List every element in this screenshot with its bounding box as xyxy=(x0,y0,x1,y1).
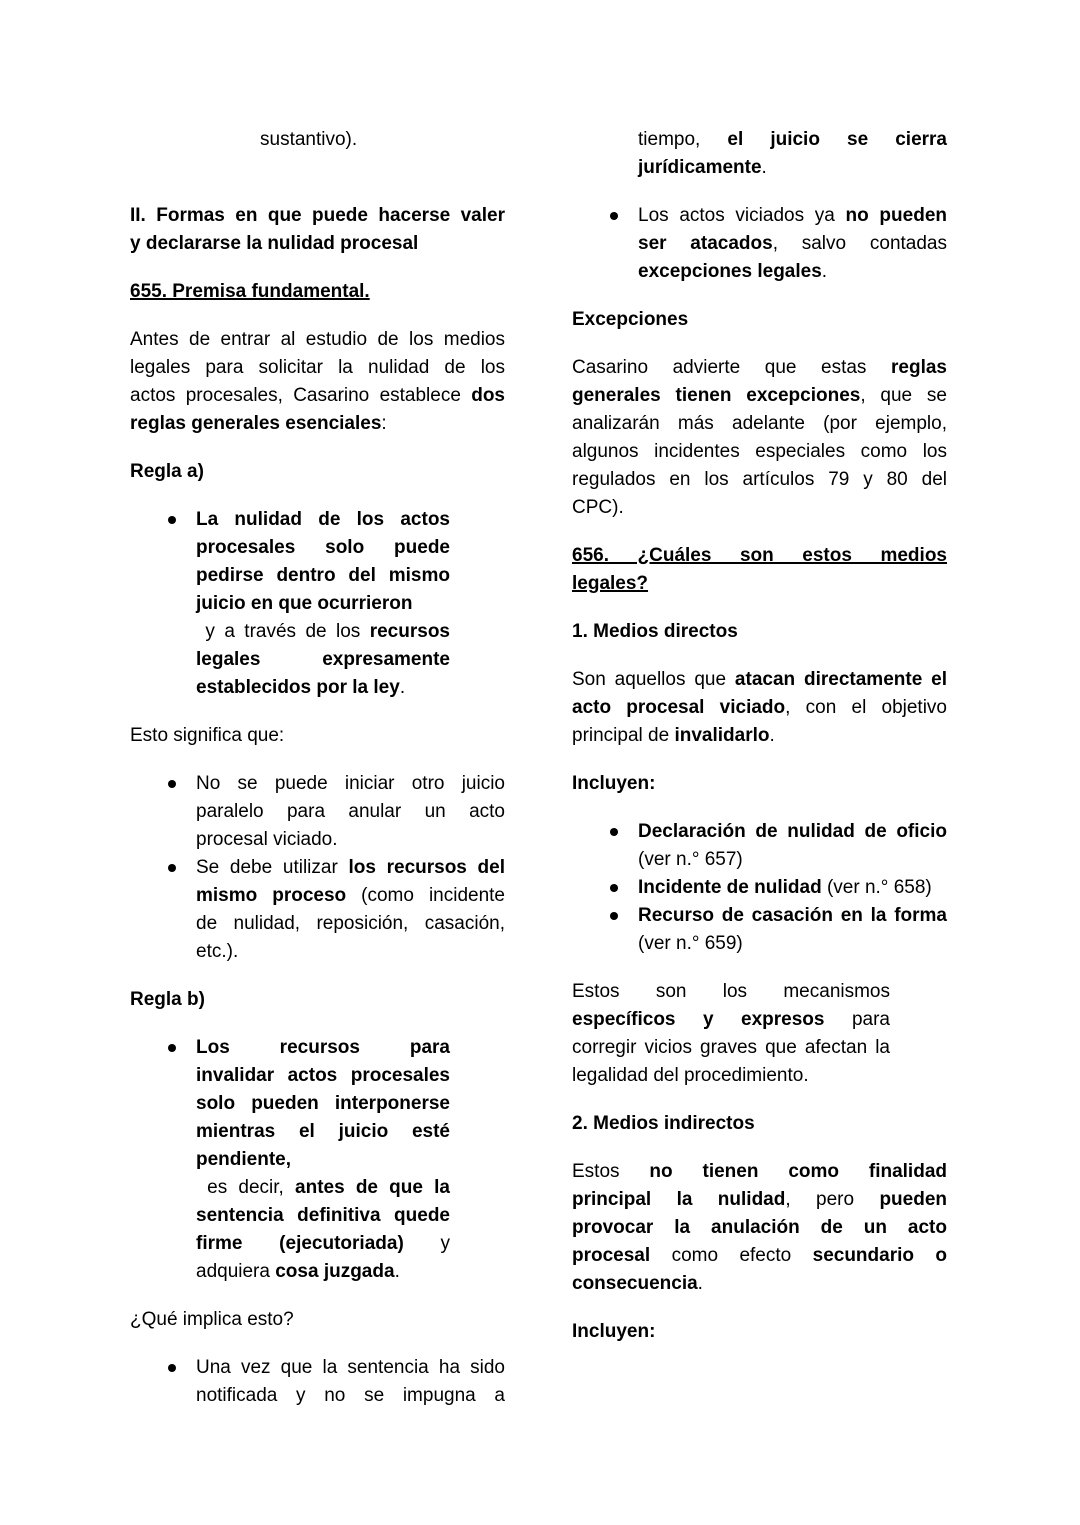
text-line: legales? xyxy=(572,573,649,594)
text-line: ser atacados, salvo contadas xyxy=(638,233,947,254)
heading-incluyen-2 xyxy=(572,1318,947,1346)
text-line: sentencia definitiva quede xyxy=(196,1205,450,1226)
text-line: establecidos por la ley. xyxy=(196,677,406,698)
text-line: Esto significa que: xyxy=(130,725,285,746)
text-line: Regla b) xyxy=(130,989,205,1010)
text-line: Se debe utilizar los recursos del xyxy=(196,857,506,878)
right-column xyxy=(572,126,947,1485)
heading-655 xyxy=(130,278,505,306)
text-line: Declaración de nulidad de oficio xyxy=(638,821,947,842)
list-item xyxy=(196,854,505,966)
list-item xyxy=(196,1034,450,1286)
text-line: y declararse la nulidad procesal xyxy=(130,233,419,254)
paragraph-esto-significa xyxy=(130,722,505,750)
heading-656 xyxy=(572,542,947,598)
text-line: provocar la anulación de un acto xyxy=(572,1217,947,1238)
text-line: notificada y no se impugna a xyxy=(196,1385,505,1406)
list-item xyxy=(638,818,947,874)
text-line: generales tienen excepciones, que se xyxy=(572,385,947,406)
text-line: (ver n.° 659) xyxy=(638,933,743,954)
text-line: consecuencia. xyxy=(572,1273,703,1294)
list-item xyxy=(196,1354,505,1410)
bullet-list-esto xyxy=(130,770,505,966)
text-line: es decir, antes de que la xyxy=(196,1177,450,1198)
heading-excepciones xyxy=(572,306,947,334)
list-item xyxy=(638,202,947,286)
text-line: La nulidad de los actos xyxy=(196,509,450,530)
section-heading-formas xyxy=(130,202,505,258)
text-line: 2. Medios indirectos xyxy=(572,1113,755,1134)
text-line: Excepciones xyxy=(572,309,689,330)
text-line: principal la nulidad, pero pueden xyxy=(572,1189,947,1210)
bullet-list-que-implica xyxy=(130,1354,505,1410)
text-line: adquiera cosa juzgada. xyxy=(196,1261,400,1282)
text-line: 1. Medios directos xyxy=(572,621,738,642)
text-line: Casarino advierte que estas reglas xyxy=(572,357,947,378)
text-line: corregir vicios graves que afectan la xyxy=(572,1037,890,1058)
text-line: ¿Qué implica esto? xyxy=(130,1309,294,1330)
text-line: excepciones legales. xyxy=(638,261,828,282)
left-column xyxy=(130,126,505,1485)
text-line: Incluyen: xyxy=(572,773,656,794)
heading-regla-b xyxy=(130,986,505,1014)
list-item xyxy=(638,902,947,958)
text-line: Recurso de casación en la forma xyxy=(638,905,947,926)
text-line: específicos y expresos para xyxy=(572,1009,890,1030)
list-item xyxy=(196,770,505,854)
bullet-list-regla-b xyxy=(130,1034,505,1286)
text-line: procesal como efecto secundario o xyxy=(572,1245,948,1266)
continuation-text xyxy=(260,126,505,154)
text-line: 656. ¿Cuáles son estos medios xyxy=(572,545,947,566)
paragraph-estos-no xyxy=(572,1158,947,1298)
text-line: etc.). xyxy=(196,941,239,962)
text-line: Regla a) xyxy=(130,461,204,482)
text-line: y a través de los recursos xyxy=(196,621,450,642)
heading-medios-directos xyxy=(572,618,947,646)
bullet-list-medios-directos xyxy=(572,818,947,958)
text-line: legales para solicitar la nulidad de los xyxy=(130,357,505,378)
text-line: 655. Premisa fundamental. xyxy=(130,281,370,302)
text-line: acto procesal viciado, con el objetivo xyxy=(572,697,947,718)
text-line: paralelo para anular un acto xyxy=(196,801,505,822)
text-line: legalidad del procedimiento. xyxy=(572,1065,809,1086)
text-line: principal de invalidarlo. xyxy=(572,725,775,746)
text-line: pedirse dentro del mismo xyxy=(196,565,450,586)
text-line: regulados en los artículos 79 y 80 del xyxy=(572,469,947,490)
text-line: juicio en que ocurrieron xyxy=(196,593,413,614)
text-line: jurídicamente. xyxy=(638,157,767,178)
text-line: mientras el juicio esté xyxy=(196,1121,450,1142)
text-line: mismo proceso (como incidente xyxy=(196,885,505,906)
text-line: pendiente, xyxy=(196,1149,292,1170)
text-line: legales expresamente xyxy=(196,649,450,670)
list-item xyxy=(638,874,947,902)
text-line: Incidente de nulidad (ver n.° 658) xyxy=(638,877,932,898)
bullet-list-regla-a xyxy=(130,506,505,702)
text-line: Los actos viciados ya no pueden xyxy=(638,205,947,226)
heading-incluyen-1 xyxy=(572,770,947,798)
text-line: sustantivo). xyxy=(260,129,358,150)
text-line: reglas generales esenciales: xyxy=(130,413,387,434)
list-item xyxy=(196,506,450,702)
text-line: Incluyen: xyxy=(572,1321,656,1342)
text-line: actos procesales, Casarino establece dos xyxy=(130,385,505,406)
text-line: algunos incidentes especiales como los xyxy=(572,441,947,462)
text-line: analizarán más adelante (por ejemplo, xyxy=(572,413,947,434)
text-line: de nulidad, reposición, casación, xyxy=(196,913,505,934)
text-line: tiempo, el juicio se cierra xyxy=(638,129,947,150)
heading-regla-a xyxy=(130,458,505,486)
paragraph-son-aquellos xyxy=(572,666,947,750)
heading-medios-indirectos xyxy=(572,1110,947,1138)
text-line: Antes de entrar al estudio de los medios xyxy=(130,329,505,350)
text-line: invalidar actos procesales xyxy=(196,1065,450,1086)
paragraph-que-implica xyxy=(130,1306,505,1334)
text-line: procesales solo puede xyxy=(196,537,450,558)
text-line: (ver n.° 657) xyxy=(638,849,743,870)
paragraph-casarino xyxy=(572,354,947,522)
text-line: CPC). xyxy=(572,497,624,518)
bullet-list-viciados xyxy=(572,202,947,286)
text-line: Son aquellos que atacan directamente el xyxy=(572,669,947,690)
paragraph-estos-son xyxy=(572,978,890,1090)
text-line: No se puede iniciar otro juicio xyxy=(196,773,505,794)
text-line: procesal viciado. xyxy=(196,829,338,850)
text-line: II. Formas en que puede hacerse valer xyxy=(130,205,505,226)
continuation-text-right xyxy=(638,126,947,182)
text-line: solo pueden interponerse xyxy=(196,1093,450,1114)
text-line: Estos son los mecanismos xyxy=(572,981,890,1002)
text-line: Estos no tienen como finalidad xyxy=(572,1161,947,1182)
text-line: Los recursos para xyxy=(196,1037,450,1058)
text-line: firme (ejecutoriada) y xyxy=(196,1233,451,1254)
paragraph-antes xyxy=(130,326,505,438)
text-line: Una vez que la sentencia ha sido xyxy=(196,1357,505,1378)
